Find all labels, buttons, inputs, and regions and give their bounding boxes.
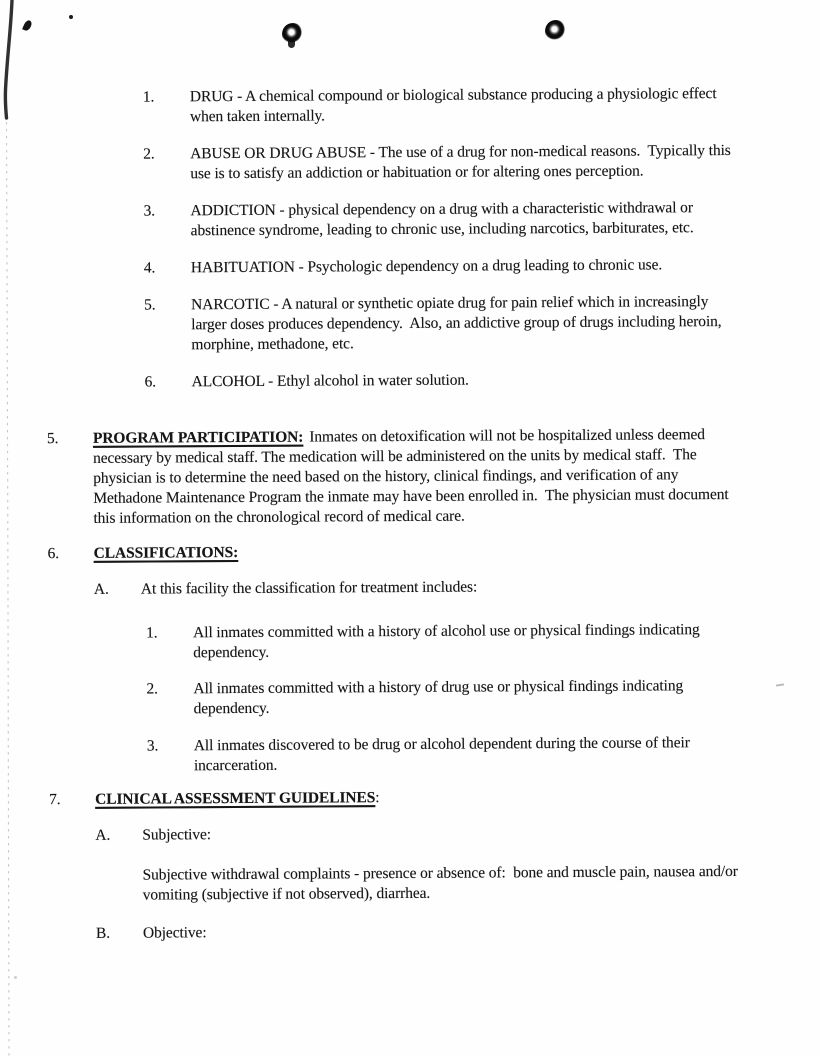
classification-intro bbox=[94, 575, 820, 599]
section-clinical-assessment bbox=[49, 785, 820, 810]
section-heading: CLASSIFICATIONS: bbox=[93, 543, 239, 562]
subjective-label-row bbox=[95, 821, 820, 845]
letter-label: A. bbox=[93, 580, 109, 598]
definition-number: 2. bbox=[143, 145, 155, 163]
classification-item-text: All inmates committed with a history of drug use or physical findings indicating dependency. bbox=[193, 677, 684, 718]
section-program-participation bbox=[47, 424, 820, 529]
section-body bbox=[93, 424, 820, 528]
section-heading: PROGRAM PARTICIPATION: bbox=[92, 428, 304, 447]
classification-item-number: 2. bbox=[146, 680, 158, 698]
definition-text: ABUSE OR DRUG ABUSE - The use of a drug for non-medical reasons. Typically this use is to satisfy an addiction or habituation or for altering ones perception. bbox=[190, 141, 731, 183]
definition-text: ALCOHOL - Ethyl alcohol in water solution. bbox=[191, 371, 469, 391]
definition-item-habituation bbox=[144, 254, 819, 278]
classification-item bbox=[147, 732, 820, 776]
definition-number: 5. bbox=[144, 296, 156, 314]
definition-number: 4. bbox=[143, 259, 156, 277]
classification-item-text: All inmates committed with a history of alcohol use or physical findings indicating dependency. bbox=[193, 621, 700, 662]
classification-item-number: 3. bbox=[146, 737, 159, 755]
definition-item-narcotic bbox=[144, 291, 819, 355]
definition-text: ADDICTION - physical dependency on a drug with a characteristic withdrawal or abstinence syndrome, leading to chronic use, including narcotics, barbiturates, etc. bbox=[190, 199, 694, 240]
definition-number: 1. bbox=[142, 88, 155, 106]
definition-text: HABITUATION - Psychologic dependency on a drug leading to chronic use. bbox=[190, 256, 663, 277]
objective-label-row bbox=[96, 919, 820, 943]
definition-text: NARCOTIC - A natural or synthetic opiate drug for pain relief which in increasingly larger doses produces dependency. Also, an addictive group of drugs including heroin, morphine, methadone, etc. bbox=[191, 293, 722, 354]
subjective-label-text: Subjective: bbox=[142, 826, 212, 844]
definition-text: DRUG - A chemical compound or biological substance producing a physiologic effect when taken internally. bbox=[189, 85, 717, 126]
section-number: 6. bbox=[47, 545, 60, 563]
section-number: 7. bbox=[49, 791, 61, 809]
definition-item-addiction bbox=[143, 197, 818, 241]
section-paragraph: Inmates on detoxification will not be hospitalized unless deemed necessary by medical staff. The medication will be administered on the units by medical staff. The physician is to determine the need based on the history, clinical findings, and verification of any Methadone Maintenance Program the inmate may have been enrolled in. The physician must document this information on the chronological record of medical care. bbox=[92, 426, 729, 527]
objective-label-text: Objective: bbox=[142, 924, 207, 942]
letter-label: A. bbox=[95, 826, 111, 844]
definition-number: 3. bbox=[143, 202, 156, 220]
classification-item-number: 1. bbox=[146, 624, 158, 642]
scan-speck bbox=[14, 976, 17, 979]
definition-number: 6. bbox=[144, 373, 157, 391]
heading-colon: : bbox=[375, 789, 380, 807]
subjective-paragraph: Subjective withdrawal complaints - presence or absence of: bone and muscle pain, nausea and/or vomiting (subjective if not observed), diarrhea. bbox=[142, 862, 738, 904]
section-heading: CLINICAL ASSESSMENT GUIDELINES bbox=[95, 789, 376, 808]
letter-label: B. bbox=[95, 924, 111, 942]
section-classifications bbox=[48, 539, 820, 564]
classification-item bbox=[146, 619, 820, 663]
classification-item bbox=[146, 675, 820, 719]
definition-item-abuse bbox=[143, 140, 818, 184]
section-number: 5. bbox=[46, 430, 59, 448]
definition-item-drug bbox=[143, 83, 818, 127]
classification-item-text: All inmates discovered to be drug or alcohol dependent during the course of their incarceration. bbox=[193, 734, 690, 775]
definitions-list bbox=[0, 0, 820, 393]
classification-intro-text: At this facility the classification for treatment includes: bbox=[140, 578, 478, 598]
definition-item-alcohol bbox=[145, 368, 820, 392]
